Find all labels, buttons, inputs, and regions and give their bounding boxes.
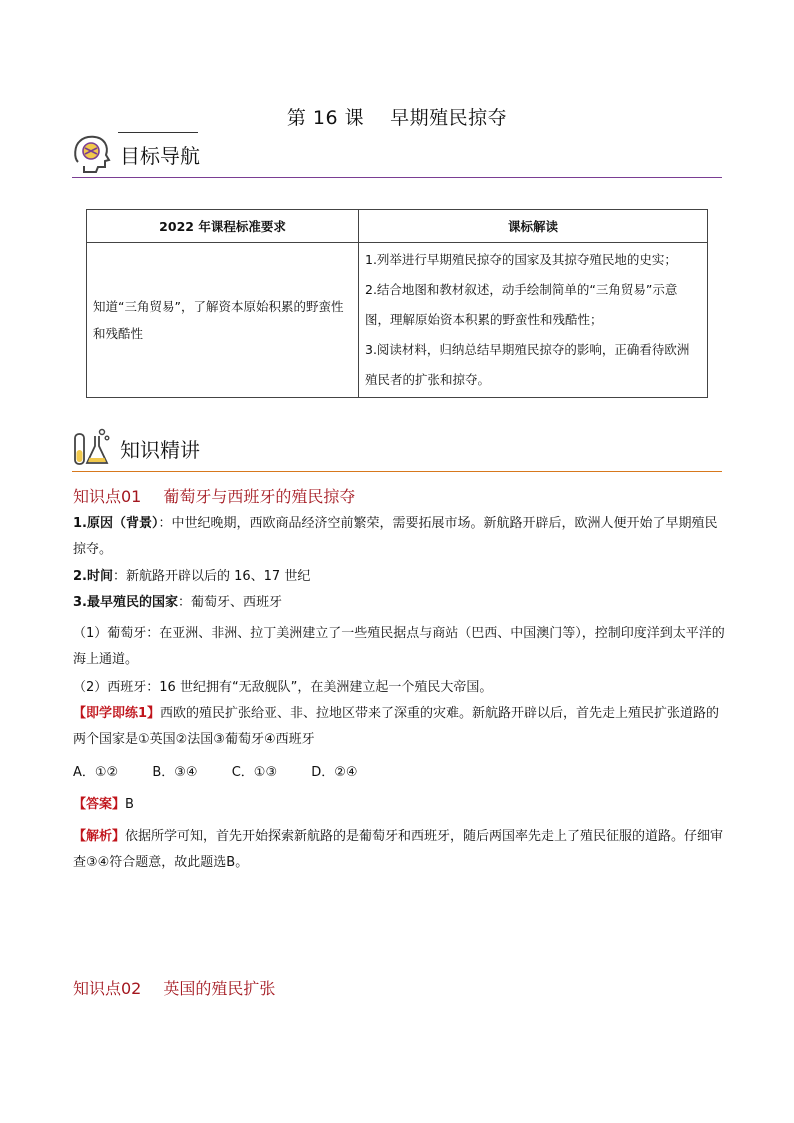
kp-title: 英国的殖民扩张 [163,979,276,998]
option-c: C．①③ [231,765,278,780]
earliest-text: ：葡萄牙、西班牙 [177,595,282,610]
flask-icon [72,426,112,468]
answer-label: 【答案】 [73,797,126,812]
answer-options [73,760,725,786]
curriculum-standards-table [86,209,708,398]
cause-text: ：中世纪晚期，西欧商品经济空前繁荣，需要拓展市场。新航路开辟后，欧洲人便开始了早期殖民掠夺。 [73,516,718,557]
interpretation-cell [359,243,708,398]
lesson-number: 第 16 课 [286,107,365,129]
answer-value: B [125,797,134,812]
section-heading: 目标导航 [120,144,200,168]
kp-number: 知识点02 [73,979,142,998]
kp-title: 葡萄牙与西班牙的殖民掠夺 [163,487,356,506]
interpretation-item: 3.阅读材料，归纳总结早期殖民掠夺的影响，正确看待欧洲殖民者的扩张和掠夺。 [365,342,690,387]
section-heading: 知识精讲 [120,438,200,462]
interpretation-item: 2.结合地图和教材叙述，动手绘制简单的“三角贸易”示意图，理解原始资本积累的野蛮性和残酷性； [365,282,678,327]
header-interpretation: 课标解读 [359,210,708,243]
brain-icon [72,132,112,174]
portugal-paragraph: （1）葡萄牙：在亚洲、非洲、拉丁美洲建立了一些殖民据点与商站（巴西、中国澳门等），控制印度洋到太平洋的海上通道。 [73,626,725,667]
earliest-label: 3.最早殖民的国家 [73,595,178,610]
section-header-knowledge [72,426,722,472]
practice-text: 西欧的殖民扩张给亚、非、拉地区带来了深重的灾难。新航路开辟以后，首先走上殖民扩张道路的两个国家是①英国②法国③葡萄牙④西班牙 [73,706,720,747]
lesson-topic: 早期殖民掠夺 [390,107,508,129]
kp-number: 知识点01 [73,487,142,506]
spain-paragraph: （2）西班牙：16 世纪拥有“无敌舰队”，在美洲建立起一个殖民大帝国。 [73,680,493,695]
page-title [0,103,794,130]
interpretation-item: 1.列举进行早期殖民掠夺的国家及其掠夺殖民地的史实； [365,252,677,267]
time-label: 2.时间 [73,569,113,584]
practice-label: 【即学即练1】 [73,706,161,721]
analysis-text: 依据所学可知，首先开始探索新航路的是葡萄牙和西班牙，随后两国率先走上了殖民征服的道路。仔细审查③④符合题意，故此题选B。 [73,829,724,870]
option-b: B．③④ [152,765,198,780]
knowledge-point-heading [73,484,355,507]
header-requirement: 2022 年课程标准要求 [87,210,359,243]
time-text: ：新航路开辟以后的 16、17 世纪 [112,569,311,584]
section-header-goals [72,132,722,178]
option-a: A．①② [73,765,119,780]
answer-line [73,792,725,818]
knowledge-point-heading [73,976,275,999]
time-paragraph [73,564,725,590]
cause-paragraph [73,511,725,563]
analysis-label: 【解析】 [73,829,126,844]
earliest-paragraph [73,590,725,616]
cause-label: 1.原因（背景） [73,516,159,531]
table-row [87,243,708,398]
analysis-paragraph [73,824,725,876]
requirement-cell: 知道“三角贸易”，了解资本原始积累的野蛮性和残酷性 [87,243,359,398]
option-d: D．②④ [311,765,358,780]
table-header-row [87,210,708,243]
practice-question [73,701,725,753]
